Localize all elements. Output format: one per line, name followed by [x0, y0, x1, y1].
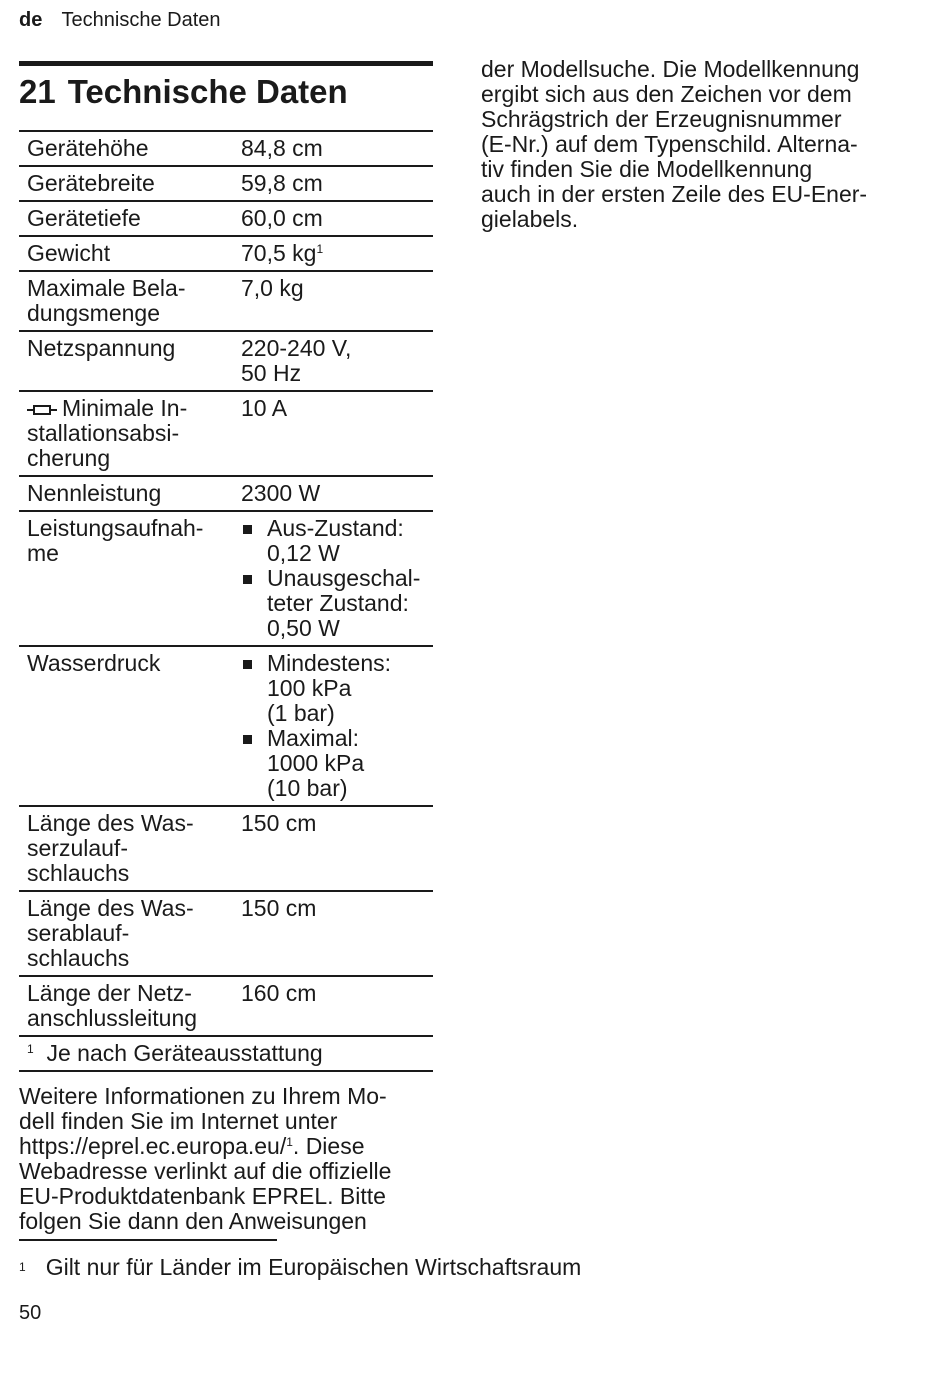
spec-label-line: Länge des Was- [27, 810, 194, 836]
page-footnote-text: Gilt nur für Länder im Europäischen Wirtschaftsraum [45, 1254, 582, 1280]
spec-label-line: schlauchs [27, 945, 130, 971]
spec-label-line: Leistungsaufnah- [27, 515, 204, 541]
spec-label [19, 391, 234, 476]
list-item-line: (1 bar) [267, 700, 335, 726]
page-footnote [19, 1255, 581, 1280]
footnote-rule [19, 1239, 277, 1241]
spec-value [234, 131, 433, 166]
fuse-icon [27, 405, 57, 415]
table-row [19, 166, 433, 201]
spec-label-line: cherung [27, 445, 111, 471]
spec-value-text: 160 cm [241, 980, 317, 1006]
spec-label: Nennleistung [19, 476, 234, 511]
para-text: . Diese [292, 1133, 365, 1159]
spec-value-line: 50 Hz [241, 360, 302, 386]
spec-label-line: schlauchs [27, 860, 130, 886]
spec-label: Netzspannung [19, 331, 234, 391]
list-item-line: 0,50 W [267, 615, 340, 641]
table-row [19, 331, 433, 391]
spec-label [19, 976, 234, 1036]
spec-value-line: 220-240 V, [241, 335, 352, 361]
spec-value [234, 476, 433, 511]
spec-label: Gerätebreite [19, 166, 234, 201]
list-item-line: 100 kPa [267, 675, 352, 701]
spec-label: Gewicht [19, 236, 234, 271]
para-line: tiv finden Sie die Modellkennung [481, 156, 813, 182]
table-footnote-text: Je nach Geräteausstattung [46, 1040, 323, 1066]
list-item [241, 516, 433, 566]
para-line: dell finden Sie im Internet unter [19, 1108, 338, 1134]
right-column [481, 57, 911, 232]
list-item-line: Unausgeschal- [267, 565, 421, 591]
language-code: de [19, 9, 43, 31]
bullet-list [241, 651, 433, 801]
list-item-line: Aus-Zustand: [267, 515, 404, 541]
link-footnote-mark: 1 [286, 1135, 293, 1149]
table-row [19, 891, 433, 976]
spec-table [19, 130, 433, 1037]
spec-label-line [27, 396, 234, 421]
table-row [19, 476, 433, 511]
spec-value [234, 511, 433, 646]
spec-label-line: dungsmenge [27, 300, 160, 326]
spec-label-line: serablauf- [27, 920, 130, 946]
spec-value [234, 891, 433, 976]
spec-value [234, 391, 433, 476]
spec-value-text: 7,0 kg [241, 275, 304, 301]
spec-value-text: 59,8 cm [241, 170, 323, 196]
para-line: EU-Produktdatenbank EPREL. Bitte [19, 1183, 386, 1209]
list-item-line: Maximal: [267, 725, 360, 751]
spec-label [19, 806, 234, 891]
spec-label: Wasserdruck [19, 646, 234, 806]
list-item [241, 651, 433, 726]
spec-value-text: 150 cm [241, 895, 317, 921]
spec-value [234, 646, 433, 806]
table-row [19, 806, 433, 891]
table-footnote-mark: 1 [27, 1042, 34, 1056]
table-row [19, 976, 433, 1036]
table-row [19, 511, 433, 646]
para-line: (E-Nr.) auf dem Typenschild. Alterna- [481, 131, 858, 157]
left-column [19, 61, 433, 1234]
list-item [241, 726, 433, 801]
page-number: 50 [19, 1302, 42, 1324]
spec-value [234, 806, 433, 891]
spec-label-line: Länge des Was- [27, 895, 194, 921]
spec-label [19, 271, 234, 331]
running-header-title: Technische Daten [61, 9, 221, 31]
spec-label-line: anschlussleitung [27, 1005, 198, 1031]
spec-value-text: 84,8 cm [241, 135, 323, 161]
spec-label-line: Maximale Bela- [27, 275, 186, 301]
spec-value-text: 10 A [241, 395, 288, 421]
list-item-line: 0,12 W [267, 540, 340, 566]
chapter-number: 21 [19, 73, 56, 110]
chapter-rule [19, 61, 433, 66]
chapter-title: Technische Daten [67, 73, 348, 110]
page-footnote-mark: 1 [19, 1260, 26, 1274]
spec-value-text: 2300 W [241, 480, 321, 506]
table-row [19, 131, 433, 166]
spec-label-line: Länge der Netz- [27, 980, 192, 1006]
spec-value [234, 236, 433, 271]
list-item-line: Mindestens: [267, 650, 392, 676]
para-line: Weitere Informationen zu Ihrem Mo- [19, 1083, 387, 1109]
spec-label [19, 891, 234, 976]
footnote-mark: 1 [316, 242, 324, 256]
para-line [19, 1134, 433, 1159]
bullet-list [241, 516, 433, 641]
para-line: der Modellsuche. Die Modellkennung [481, 56, 860, 82]
table-row [19, 236, 433, 271]
chapter-heading [19, 72, 433, 130]
running-header [19, 8, 221, 32]
spec-value-text: 150 cm [241, 810, 317, 836]
table-row [19, 646, 433, 806]
spec-value [234, 271, 433, 331]
spec-label-line: stallationsabsi- [27, 420, 180, 446]
spec-value-text: 60,0 cm [241, 205, 323, 231]
para-line: ergibt sich aus den Zeichen vor dem [481, 81, 852, 107]
info-paragraph [19, 1084, 433, 1234]
table-row [19, 271, 433, 331]
spec-value [234, 201, 433, 236]
para-line: Webadresse verlinkt auf die offizielle [19, 1158, 392, 1184]
para-line: Schrägstrich der Erzeugnisnummer [481, 106, 842, 132]
table-row [19, 201, 433, 236]
list-item [241, 566, 433, 641]
spec-value [234, 331, 433, 391]
table-footnote [19, 1037, 433, 1072]
spec-value-text: 70,5 kg [241, 240, 317, 266]
spec-value [234, 976, 433, 1036]
spec-label-line: me [27, 540, 59, 566]
para-line: folgen Sie dann den Anweisungen [19, 1208, 367, 1234]
list-item-line: teter Zustand: [267, 590, 409, 616]
spec-label [19, 511, 234, 646]
spec-value [234, 166, 433, 201]
spec-label: Gerätehöhe [19, 131, 234, 166]
spec-label-text: Minimale In- [62, 395, 188, 421]
list-item-line: (10 bar) [267, 775, 348, 801]
spec-label: Gerätetiefe [19, 201, 234, 236]
table-row [19, 391, 433, 476]
para-line: auch in der ersten Zeile des EU-Ener- [481, 181, 868, 207]
list-item-line: 1000 kPa [267, 750, 365, 776]
eprel-link[interactable]: https://eprel.ec.europa.eu/ [19, 1133, 287, 1159]
spec-label-line: serzulauf- [27, 835, 128, 861]
para-line: gielabels. [481, 206, 579, 232]
